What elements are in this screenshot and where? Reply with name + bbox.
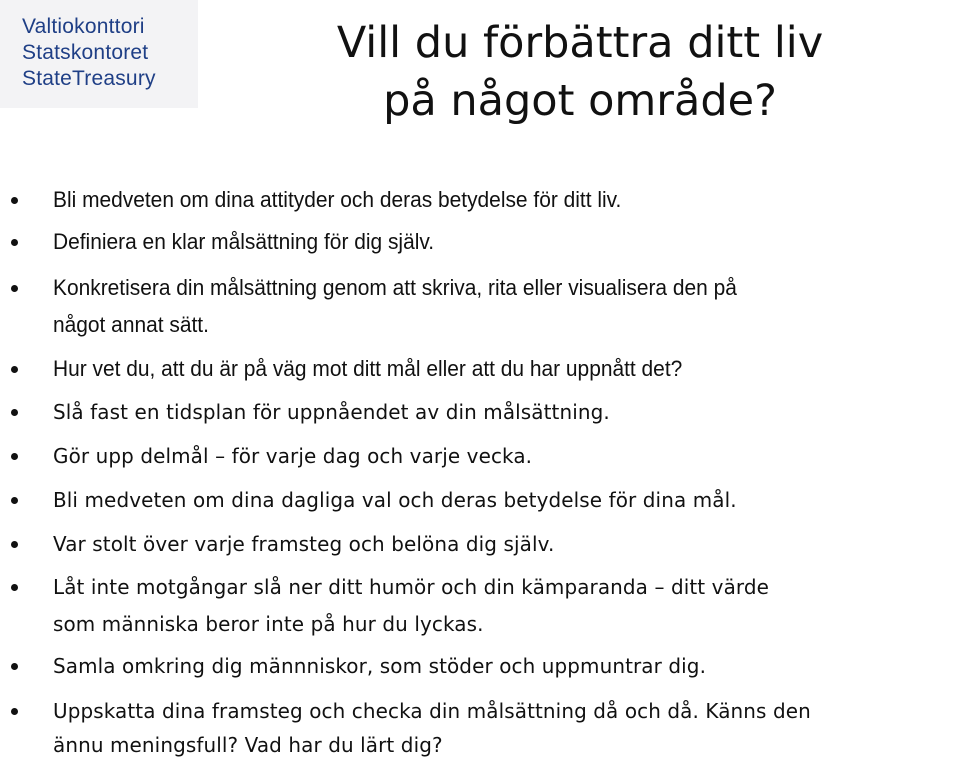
bullet-dot <box>11 708 18 715</box>
bullet-text: Var stolt över varje framsteg och belöna dig själv. <box>53 532 555 556</box>
bullet-text: Hur vet du, att du är på väg mot ditt mål eller att du har uppnått det? <box>53 356 683 381</box>
bullet-dot <box>11 497 18 504</box>
bullet-dot <box>11 409 18 416</box>
slide-title-line-2: på något område? <box>383 76 777 126</box>
bullet-dot <box>11 663 18 670</box>
bullet-text-continued: som människa beror inte på hur du lyckas. <box>53 612 484 636</box>
bullet-text: Bli medveten om dina dagliga val och deras betydelse för dina mål. <box>53 488 737 512</box>
bullet-text: Gör upp delmål – för varje dag och varje vecka. <box>53 444 533 468</box>
bullet-text-continued: ännu meningsfull? Vad har du lärt dig? <box>53 733 443 757</box>
bullet-dot <box>11 366 18 373</box>
logo-line-english: StateTreasury <box>22 67 156 90</box>
logo-line-swedish: Statskontoret <box>22 41 149 64</box>
bullet-dot <box>11 541 18 548</box>
bullet-dot <box>11 285 18 292</box>
logo-line-finnish: Valtiokonttori <box>22 15 145 38</box>
bullet-text: Uppskatta dina framsteg och checka din målsättning då och då. Känns den <box>53 699 811 723</box>
bullet-dot <box>11 197 18 204</box>
bullet-text: Konkretisera din målsättning genom att skriva, rita eller visualisera den på <box>53 275 737 300</box>
bullet-dot <box>11 584 18 591</box>
bullet-dot <box>11 239 18 246</box>
bullet-text-continued: något annat sätt. <box>53 312 209 337</box>
bullet-dot <box>11 453 18 460</box>
bullet-text: Slå fast en tidsplan för uppnåendet av din målsättning. <box>53 400 610 424</box>
bullet-text: Bli medveten om dina attityder och deras betydelse för ditt liv. <box>53 187 622 212</box>
bullet-text: Låt inte motgångar slå ner ditt humör och din kämparanda – ditt värde <box>53 575 770 599</box>
bullet-text: Samla omkring dig männniskor, som stöder och uppmuntrar dig. <box>53 654 707 678</box>
bullet-text: Definiera en klar målsättning för dig själv. <box>53 229 435 254</box>
slide-title-line-1: Vill du förbättra ditt liv <box>336 18 824 68</box>
